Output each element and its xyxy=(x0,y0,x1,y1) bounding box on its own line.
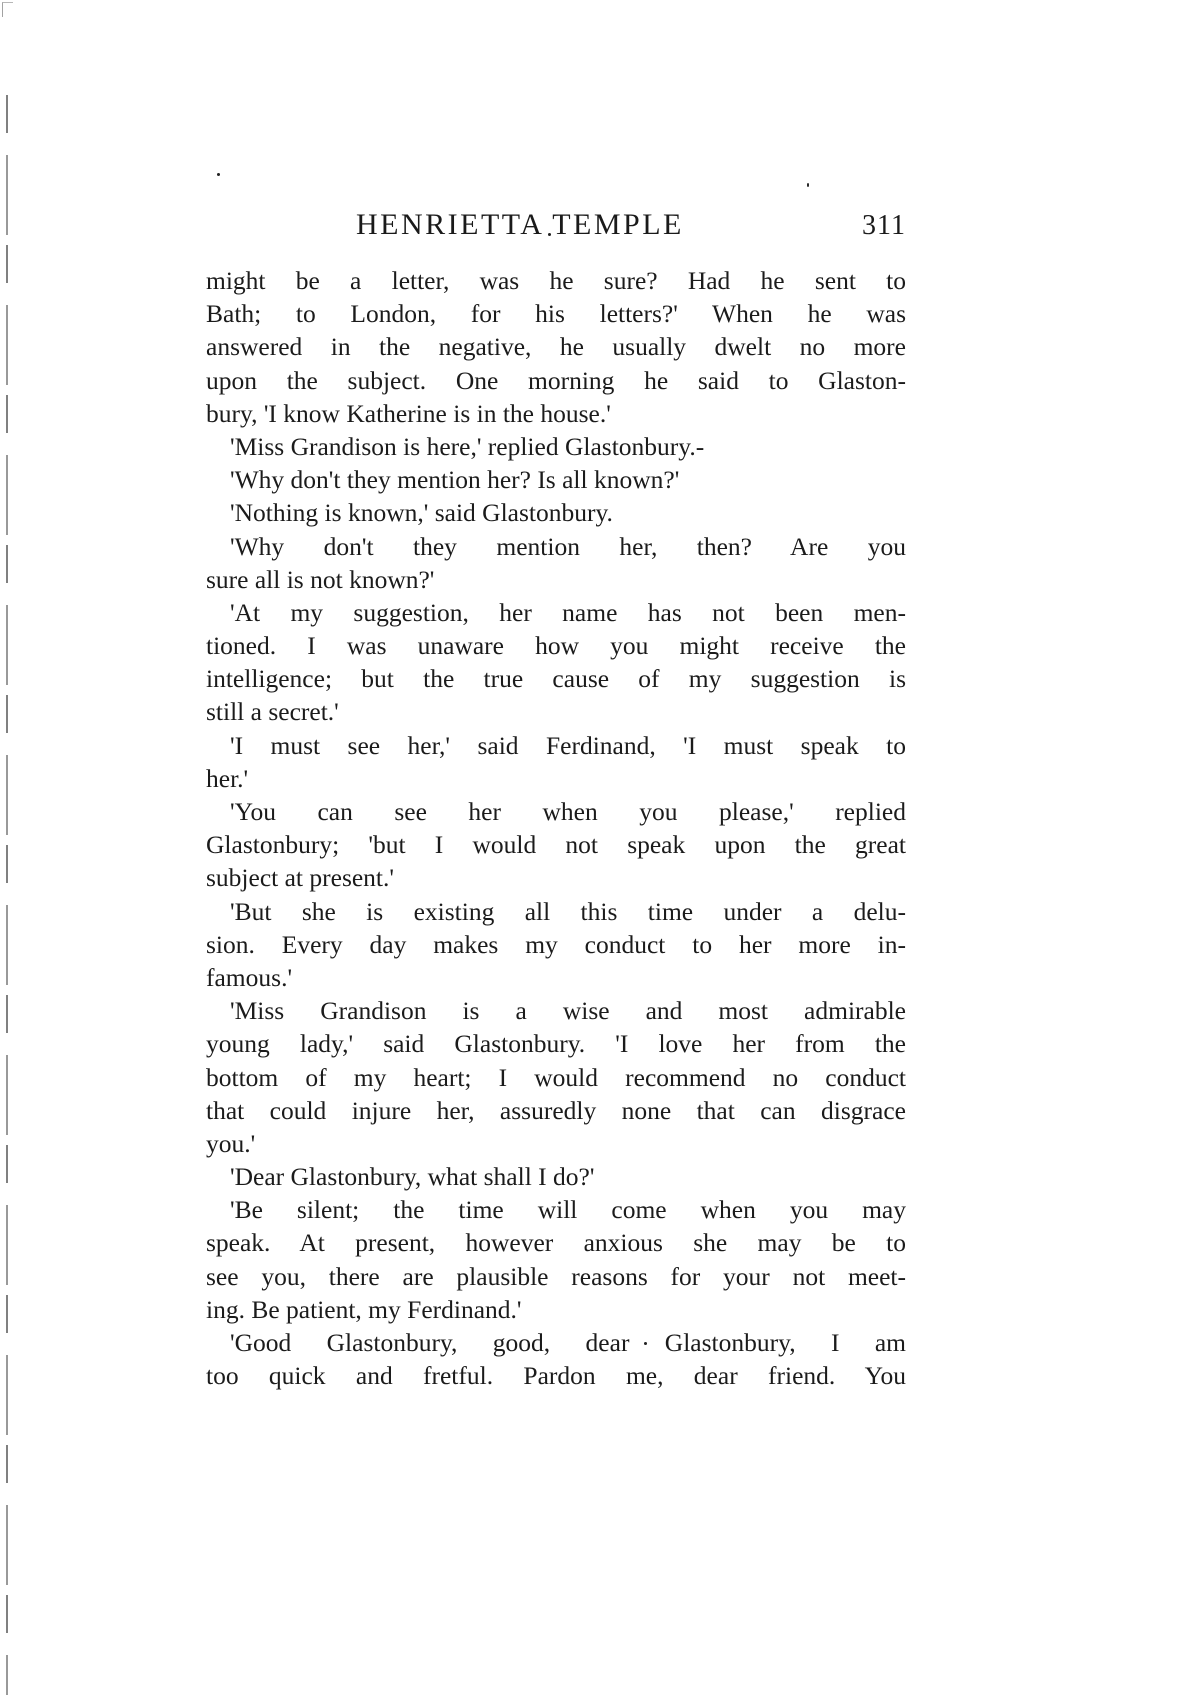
body-text xyxy=(206,264,906,1392)
scan-corner-mark xyxy=(2,2,13,17)
text-line: upon the subject. One morning he said to Glaston- xyxy=(206,365,906,395)
ink-speck xyxy=(217,173,220,176)
text-line: 'You can see her when you please,' replied xyxy=(230,797,906,826)
text-line: you.' xyxy=(206,1128,256,1158)
text-line: 'Dear Glastonbury, what shall I do?' xyxy=(230,1162,595,1192)
text-line: Bath; to London, for his letters?' When he was xyxy=(206,299,906,329)
text-line: bury, 'I know Katherine is in the house.' xyxy=(206,398,611,428)
text-line: young lady,' said Glastonbury. 'I love her from the xyxy=(206,1029,906,1059)
text-line: answered in the negative, he usually dwelt no more xyxy=(206,332,906,362)
text-line: intelligence; but the true cause of my suggestion is xyxy=(206,664,906,694)
text-line: that could injure her, assuredly none that can disgrace xyxy=(206,1095,906,1125)
running-head xyxy=(206,208,906,248)
text-line: 'But she is existing all this time under a delu- xyxy=(230,896,906,926)
text-line: subject at present.' xyxy=(206,863,394,893)
page-number: 311 xyxy=(862,210,906,241)
text-line: still a secret.' xyxy=(206,697,339,727)
text-line: famous.' xyxy=(206,962,293,992)
text-line: 'I must see her,' said Ferdinand, 'I must speak to xyxy=(230,730,906,760)
text-line: might be a letter, was he sure? Had he sent to xyxy=(206,266,906,295)
text-line: 'Be silent; the time will come when you may xyxy=(230,1195,906,1225)
text-line: tioned. I was unaware how you might receive the xyxy=(206,631,906,661)
text-line: sure all is not known?' xyxy=(206,564,435,594)
text-line: see you, there are plausible reasons for your not meet- xyxy=(206,1261,906,1291)
text-line: 'Why don't they mention her? Is all known?' xyxy=(230,465,680,495)
text-line: bottom of my heart; I would recommend no conduct xyxy=(206,1062,906,1092)
text-line: speak. At present, however anxious she may be to xyxy=(206,1228,906,1258)
ink-speck xyxy=(807,183,809,187)
text-line: Glastonbury; 'but I would not speak upon the great xyxy=(206,830,906,860)
text-line: her.' xyxy=(206,763,249,793)
text-line: 'Nothing is known,' said Glastonbury. xyxy=(230,498,613,528)
text-line: 'Why don't they mention her, then? Are you xyxy=(230,531,906,561)
text-line: 'At my suggestion, her name has not been men- xyxy=(230,597,906,627)
text-line: 'Miss Grandison is here,' replied Glastonbury.- xyxy=(230,431,705,461)
text-line: too quick and fretful. Pardon me, dear friend. You xyxy=(206,1361,906,1391)
text-line: 'Miss Grandison is a wise and most admirable xyxy=(230,996,906,1026)
scan-left-edge xyxy=(6,95,8,1695)
text-line: 'Good Glastonbury, good, dear Glastonbury, I am xyxy=(230,1328,906,1357)
text-line: ing. Be patient, my Ferdinand.' xyxy=(206,1294,522,1324)
text-line: sion. Every day makes my conduct to her more in- xyxy=(206,929,906,959)
running-head-title: HENRIETTA TEMPLE xyxy=(356,208,684,241)
